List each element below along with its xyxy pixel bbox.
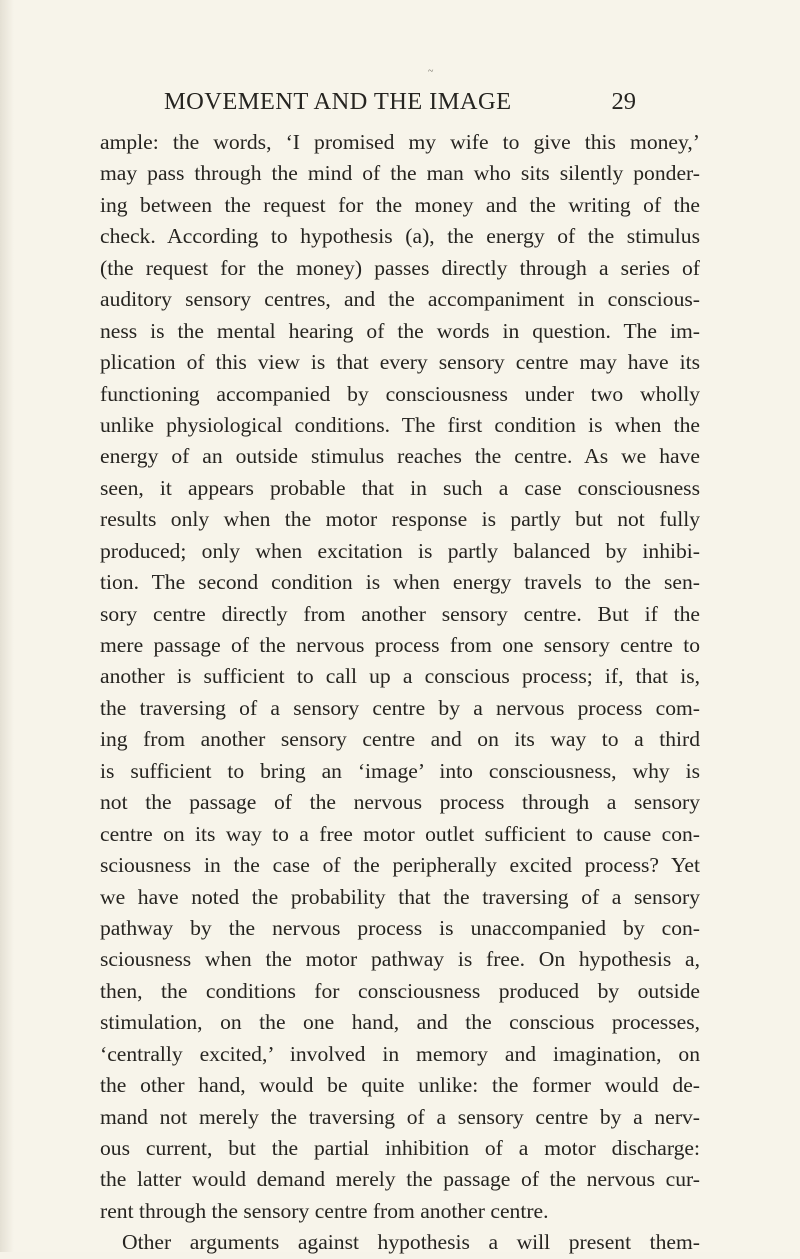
- text-line: ing between the request for the money and the writing of the: [100, 192, 700, 217]
- text-line: functioning accompanied by consciousness under two wholly: [100, 381, 700, 406]
- text-line: ous current, but the partial inhibition of a motor discharge:: [100, 1136, 700, 1160]
- text-line: centre on its way to a free motor outlet sufficient to cause con-: [100, 821, 700, 846]
- text-line: not the passage of the nervous process through a sensory: [100, 790, 700, 815]
- text-line: sciousness in the case of the peripherally excited process? Yet: [100, 853, 700, 878]
- print-speck: ~: [428, 66, 434, 77]
- text-line: rent through the sensory centre from another centre.: [100, 1198, 549, 1223]
- text-line: the traversing of a sensory centre by a nervous process com-: [100, 695, 700, 720]
- text-line: (the request for the money) passes directly through a series of: [100, 255, 700, 280]
- text-line: energy of an outside stimulus reaches the centre. As we have: [100, 444, 700, 469]
- text-line: mand not merely the traversing of a sensory centre by a nerv-: [100, 1104, 700, 1129]
- text-line: produced; only when excitation is partly balanced by inhibi-: [100, 538, 700, 563]
- text-line: unlike physiological conditions. The first condition is when the: [100, 412, 700, 437]
- text-line: Other arguments against hypothesis a will present them-: [122, 1230, 700, 1255]
- body-text: [100, 127, 700, 1259]
- text-line: tion. The second condition is when energy travels to the sen-: [100, 570, 700, 595]
- text-line: another is sufficient to call up a conscious process; if, that is,: [100, 664, 700, 689]
- running-title: MOVEMENT AND THE IMAGE: [164, 88, 512, 115]
- text-line: ing from another sensory centre and on its way to a third: [100, 727, 700, 752]
- text-line: then, the conditions for consciousness produced by outside: [100, 978, 700, 1003]
- text-line: seen, it appears probable that in such a case consciousness: [100, 475, 700, 500]
- text-line: the other hand, would be quite unlike: the former would de-: [100, 1073, 700, 1098]
- text-line: we have noted the probability that the traversing of a sensory: [100, 884, 700, 909]
- text-line: the latter would demand merely the passage of the nervous cur-: [100, 1167, 700, 1192]
- text-line: results only when the motor response is partly but not fully: [100, 507, 700, 532]
- running-head: [164, 88, 634, 118]
- text-line: auditory sensory centres, and the accompaniment in conscious-: [100, 287, 700, 312]
- text-line: check. According to hypothesis (a), the energy of the stimulus: [100, 224, 700, 249]
- text-line: ample: the words, ‘I promised my wife to give this money,’: [100, 130, 700, 154]
- text-line: is sufficient to bring an ‘image’ into consciousness, why is: [100, 758, 700, 783]
- gutter-shadow: [0, 0, 14, 1252]
- text-line: pathway by the nervous process is unaccompanied by con-: [100, 915, 700, 940]
- text-line: sory centre directly from another sensory centre. But if the: [100, 601, 700, 626]
- text-line: plication of this view is that every sensory centre may have its: [100, 350, 700, 375]
- text-line: mere passage of the nervous process from one sensory centre to: [100, 633, 700, 657]
- page-number: 29: [611, 88, 636, 115]
- text-line: ness is the mental hearing of the words in question. The im-: [100, 318, 700, 343]
- text-line: sciousness when the motor pathway is free. On hypothesis a,: [100, 947, 700, 972]
- text-line: stimulation, on the one hand, and the conscious processes,: [100, 1010, 700, 1035]
- text-line: ‘centrally excited,’ involved in memory and imagination, on: [100, 1041, 700, 1066]
- text-line: may pass through the mind of the man who sits silently ponder-: [100, 161, 700, 186]
